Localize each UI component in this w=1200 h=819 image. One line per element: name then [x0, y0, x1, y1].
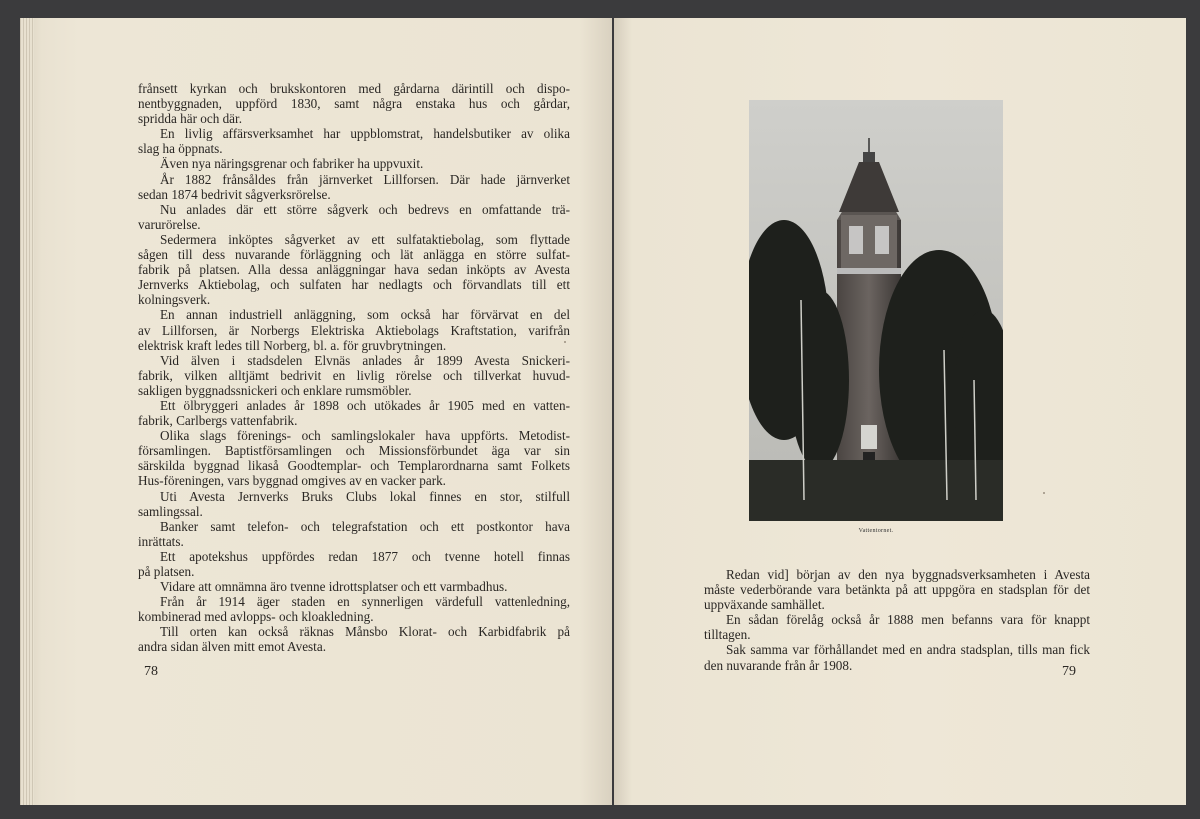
text-line: elektrisk kraft ledes till Norberg, bl. a. för gruvbrytningen. [138, 337, 447, 353]
text-line: måste vederbörande vara betänkta på att uppgöra en stadsplan för det [704, 582, 1090, 598]
paragraph [138, 202, 570, 232]
text-line: Banker samt telefon- och telegrafstation och ett postkontor hava [160, 518, 570, 534]
paper-speck [1043, 492, 1045, 494]
text-line: Från år 1914 äger staden en synnerligen värdefull vattenledning, [160, 594, 570, 610]
text-line: Nu anlades där ett större sågverk och bedrevs en omfattande trä- [160, 201, 570, 217]
text-line: Ett apotekshus uppfördes redan 1877 och tvenne hotell finnas [160, 548, 570, 564]
text-line: Till orten kan också räknas Månsbo Klorat- och Karbidfabrik på [160, 624, 570, 640]
paragraph [138, 156, 570, 171]
water-tower-photo [749, 100, 1003, 521]
page-number-left: 78 [144, 664, 158, 679]
paragraph [138, 126, 570, 156]
text-line: samlingssal. [138, 503, 203, 519]
paragraph [138, 519, 570, 549]
text-line: Vidare att omnämna äro tvenne idrottsplatser och ett varmbadhus. [160, 579, 508, 595]
text-line: Hus-föreningen, vars byggnad omgives av en vacker park. [138, 473, 446, 489]
text-line: Olika slags förenings- och samlingslokaler hava uppförts. Metodist- [160, 428, 570, 444]
text-line: fabrik på platsen. Alla dessa anläggningar hava sedan inköpts av Avesta [138, 262, 570, 278]
text-line: Även nya näringsgrenar och fabriker ha uppvuxit. [160, 156, 424, 172]
page-number-right: 79 [1062, 664, 1076, 679]
text-line: En annan industriell anläggning, som också har förvärvat en del [160, 307, 570, 323]
text-line: på platsen. [138, 564, 195, 579]
paragraph [138, 81, 570, 126]
paragraph [138, 489, 570, 519]
text-line: sågen till dess nuvarande förläggning och lät anlägga en större sulfat- [138, 247, 570, 263]
text-line: uppväxande samhället. [704, 597, 825, 613]
text-line: Uti Avesta Jernverks Bruks Clubs lokal finnes en stor, stilfull [160, 488, 570, 504]
paragraph [138, 232, 570, 307]
text-line: församlingen. Baptistförsamlingen och Missionsförbundet äga var sin [138, 443, 570, 459]
text-line: Redan vid] början av den nya byggnadsverksamheten i Avesta [726, 567, 1090, 582]
paragraph [704, 567, 1090, 612]
text-line: sedan 1874 bedrivit sågverksrörelse. [138, 186, 331, 202]
text-line: En livlig affärsverksamhet har uppblomstrat, handelsbutiker av olika [160, 126, 570, 142]
text-line: varurörelse. [138, 216, 201, 232]
text-line: kombinerad med avlopps- och kloakledning. [138, 609, 374, 625]
text-line: Jernverks Aktiebolag, och sulfaten har nedlagts och förvandlats till ett [138, 277, 570, 293]
text-line: Vid älven i stadsdelen Elvnäs anlades år 1899 Avesta Snickeri- [160, 352, 570, 368]
paragraph [138, 428, 570, 488]
text-line: fabrik, Carlbergs vattenfabrik. [138, 413, 298, 429]
text-line: tilltagen. [704, 627, 751, 643]
left-page-body-text [138, 81, 570, 655]
text-line: spridda här och där. [138, 111, 242, 127]
paragraph [138, 172, 570, 202]
text-line: kolningsverk. [138, 292, 211, 308]
text-line: År 1882 frånsåldes från järnverket Lillforsen. Där hade järnverket [160, 171, 570, 187]
text-line: andra sidan älven mitt emot Avesta. [138, 639, 326, 655]
text-line: frånsett kyrkan och brukskontoren med gårdarna därintill och dispo- [138, 81, 570, 96]
page-stack-edge [20, 18, 34, 805]
text-line: särskilda byggnad likaså Goodtemplar- och Templarordnarna samt Folkets [138, 458, 570, 474]
text-line: Sak samma var förhållandet med en andra stadsplan, tills man fick [726, 642, 1090, 658]
paragraph [138, 624, 570, 654]
text-line: inrättats. [138, 533, 184, 549]
paragraph [138, 549, 570, 579]
paragraph [138, 594, 570, 624]
text-line: sakligen byggnadssnickeri och enklare rumsmöbler. [138, 382, 412, 398]
paragraph [138, 579, 570, 594]
right-page-body-text [704, 567, 1090, 673]
paper-speck [564, 341, 566, 343]
text-line: fabrik, vilken alltjämt bedrivit en livlig rörelse och tillverkat huvud- [138, 367, 570, 383]
text-line: slag ha öppnats. [138, 141, 223, 157]
paragraph [138, 398, 570, 428]
paragraph [138, 307, 570, 352]
paragraph [704, 612, 1090, 642]
text-line: nentbyggnaden, uppförd 1830, samt några enstaka hus och gårdar, [138, 96, 570, 112]
text-line: av Lillforsen, är Norbergs Elektriska Aktiebolags Kraftstation, varifrån [138, 322, 570, 338]
text-line: En sådan förelåg också år 1888 men befanns vara för knappt [726, 612, 1090, 628]
paragraph [138, 353, 570, 398]
text-line: Ett ölbryggeri anlades år 1898 och utökades år 1905 med en vatten- [160, 397, 570, 413]
text-line: Sedermera inköptes sågverket av ett sulfataktiebolag, som flyttade [160, 231, 570, 247]
paragraph [704, 642, 1090, 672]
photo-caption: Vattentornet. [858, 528, 894, 534]
text-line: den nuvarande från år 1908. [704, 657, 853, 673]
